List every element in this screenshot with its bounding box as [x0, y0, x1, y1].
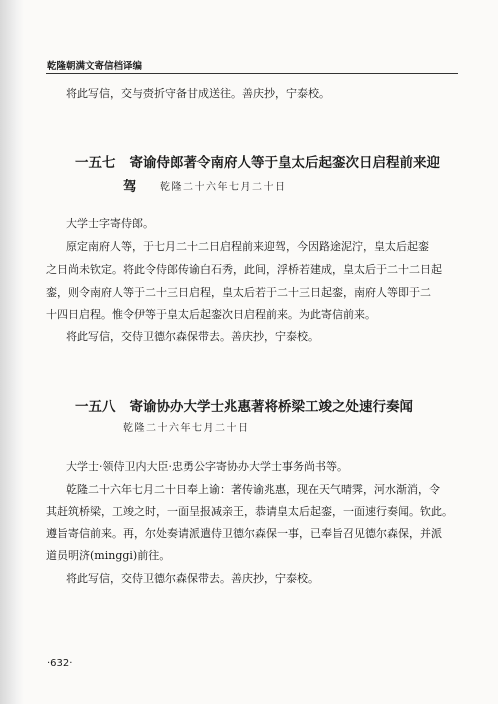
- section-157-paragraph: 十四日启程。惟令伊等于皇太后起銮次日启程前来。为此寄信前来。: [46, 308, 376, 321]
- section-157-paragraph: 之日尚未钦定。将此令侍郎传谕白石秀，此间，浮桥若建成，皇太后于二十二日起: [46, 263, 442, 276]
- section-157-title-line1: 寄谕侍郎著令南府人等于皇太后起銮次日启程前来迎: [129, 155, 440, 171]
- section-157-paragraph: 将此写信，交侍卫德尔森保带去。善庆抄，宁泰校。: [66, 330, 319, 343]
- section-158-paragraph: 遵旨寄信前来。再，尔处奏请派遣侍卫德尔森保一事，已奉旨召见德尔森保，并派: [46, 527, 442, 540]
- section-158-paragraph: 其赶筑桥梁，工竣之时，一面呈报减亲王，恭请皇太后起銮，一面速行奏闻。钦此。: [46, 505, 453, 518]
- section-158-date: 乾隆二十六年七月二十日: [123, 423, 250, 434]
- page-gutter-shadow: [0, 0, 24, 704]
- section-157-date: 乾隆二十六年七月二十日: [160, 182, 287, 193]
- section-157-paragraph: 原定南府人等，于七月二十二日启程前来迎驾，今因路途泥泞，皇太后起銮: [66, 240, 429, 253]
- section-157-title-line2: 驾: [123, 179, 137, 195]
- section-157-paragraph: 大学士字寄侍郎。: [66, 217, 154, 230]
- section-157-paragraph: 銮，则令南府人等于二十三日启程，皇太后若于二十三日起銮，南府人等即于二: [46, 286, 431, 299]
- section-158-title: [75, 395, 413, 415]
- header-divider: [46, 73, 458, 74]
- section-158-paragraph: 道员明济(minggi)前往。: [46, 549, 171, 562]
- section-158-number: 一五八: [75, 399, 116, 415]
- section-157-number: 一五七: [75, 155, 116, 171]
- section-157-title: [75, 151, 440, 171]
- section-158-paragraph: 大学士·领侍卫内大臣·忠勇公字寄协办大学士事务尚书等。: [66, 460, 348, 473]
- section-158-paragraph: 将此写信，交侍卫德尔森保带去。善庆抄，宁泰校。: [66, 572, 319, 585]
- intro-line: 将此写信，交与赍折守备甘成送往。善庆抄，宁泰校。: [66, 87, 330, 100]
- running-header: 乾隆朝满文寄信档译编: [47, 61, 143, 72]
- section-158-paragraph: 乾隆二十六年七月二十日奉上谕：著传谕兆惠，现在天气晴霁，河水渐消，令: [66, 483, 440, 496]
- section-158-title-line1: 寄谕协办大学士兆惠著将桥梁工竣之处速行奏闻: [129, 399, 413, 415]
- page-number: ·632·: [47, 658, 73, 669]
